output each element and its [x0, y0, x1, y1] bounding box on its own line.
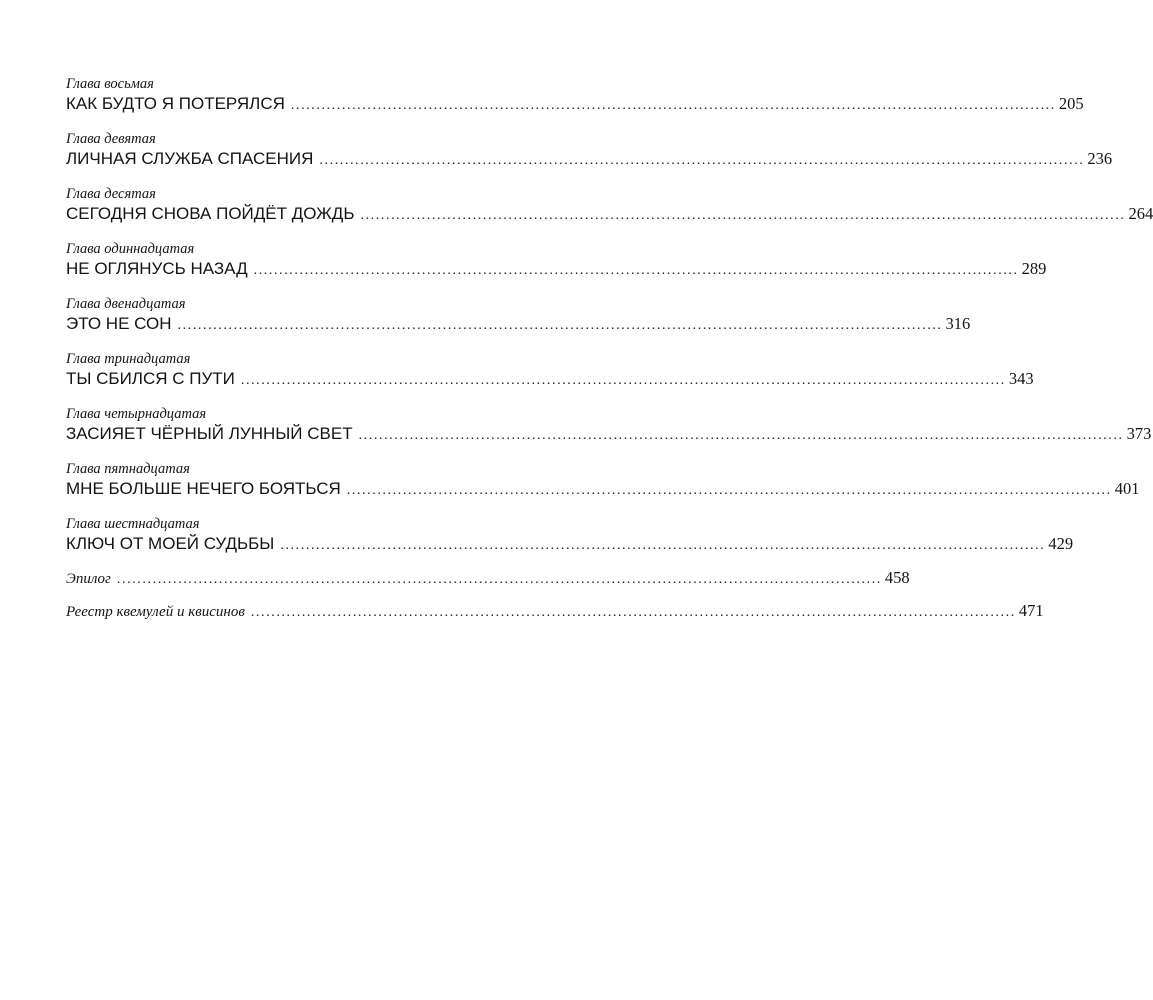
chapter-title: ЭТО НЕ СОН	[66, 314, 172, 333]
toc-entry-chapter-13[interactable]	[66, 351, 1034, 391]
toc-entry-chapter-9[interactable]	[66, 131, 1113, 171]
toc-entry-chapter-16[interactable]	[66, 516, 1074, 556]
toc-entry-chapter-8[interactable]	[66, 76, 1084, 116]
dot-leader: ......................................................................................................................................................	[250, 605, 1016, 620]
chapter-title: СЕГОДНЯ СНОВА ПОЙДЁТ ДОЖДЬ	[66, 204, 355, 223]
dot-leader: ......................................................................................................................................................	[358, 428, 1124, 443]
dot-leader: ......................................................................................................................................................	[346, 483, 1112, 498]
toc-entry-chapter-11[interactable]	[66, 241, 1047, 281]
page-number: 373	[1126, 424, 1152, 443]
page-number: 264	[1128, 204, 1153, 223]
chapter-label: Глава шестнадцатая	[66, 516, 200, 532]
page-number: 401	[1114, 479, 1140, 498]
dot-leader: ......................................................................................................................................................	[290, 98, 1056, 113]
dot-leader: ......................................................................................................................................................	[360, 208, 1126, 223]
page-number: 471	[1018, 601, 1044, 620]
toc-entry-chapter-10[interactable]	[66, 186, 1153, 226]
dot-leader: ......................................................................................................................................................	[240, 373, 1006, 388]
page-number: 236	[1087, 149, 1113, 168]
dot-leader: ......................................................................................................................................................	[253, 263, 1019, 278]
chapter-title: ЗАСИЯЕТ ЧЁРНЫЙ ЛУННЫЙ СВЕТ	[66, 424, 353, 443]
page-number: 316	[945, 314, 971, 333]
toc-entry-registry[interactable]	[66, 600, 1044, 622]
page-number: 429	[1048, 534, 1074, 553]
dot-leader: ......................................................................................................................................................	[280, 538, 1046, 553]
epilogue-title: Эпилог	[66, 571, 111, 587]
page-number: 289	[1021, 259, 1047, 278]
chapter-label: Глава девятая	[66, 131, 156, 147]
page-number: 205	[1058, 94, 1084, 113]
toc-entry-chapter-14[interactable]	[66, 406, 1152, 446]
chapter-title: НЕ ОГЛЯНУСЬ НАЗАД	[66, 259, 248, 278]
chapter-label: Глава двенадцатая	[66, 296, 186, 312]
chapter-label: Глава пятнадцатая	[66, 461, 190, 477]
chapter-label: Глава восьмая	[66, 76, 154, 92]
toc-entry-epilogue[interactable]	[66, 567, 910, 589]
dot-leader: ......................................................................................................................................................	[116, 572, 882, 587]
registry-title: Реестр квемулей и квисинов	[66, 604, 245, 620]
dot-leader: ......................................................................................................................................................	[177, 318, 943, 333]
chapter-title: КЛЮЧ ОТ МОЕЙ СУДЬБЫ	[66, 534, 275, 553]
chapter-label: Глава десятая	[66, 186, 156, 202]
chapter-title: МНЕ БОЛЬШЕ НЕЧЕГО БОЯТЬСЯ	[66, 479, 341, 498]
dot-leader: ......................................................................................................................................................	[319, 153, 1085, 168]
table-of-contents	[66, 76, 1153, 622]
toc-entry-chapter-15[interactable]	[66, 461, 1140, 501]
toc-entry-chapter-12[interactable]	[66, 296, 971, 336]
chapter-label: Глава одиннадцатая	[66, 241, 195, 257]
page-number: 343	[1008, 369, 1034, 388]
chapter-title: ТЫ СБИЛСЯ С ПУТИ	[66, 369, 235, 388]
chapter-label: Глава четырнадцатая	[66, 406, 207, 422]
chapter-title: ЛИЧНАЯ СЛУЖБА СПАСЕНИЯ	[66, 149, 314, 168]
page-number: 458	[884, 568, 910, 587]
chapter-title: КАК БУДТО Я ПОТЕРЯЛСЯ	[66, 94, 285, 113]
chapter-label: Глава тринадцатая	[66, 351, 191, 367]
